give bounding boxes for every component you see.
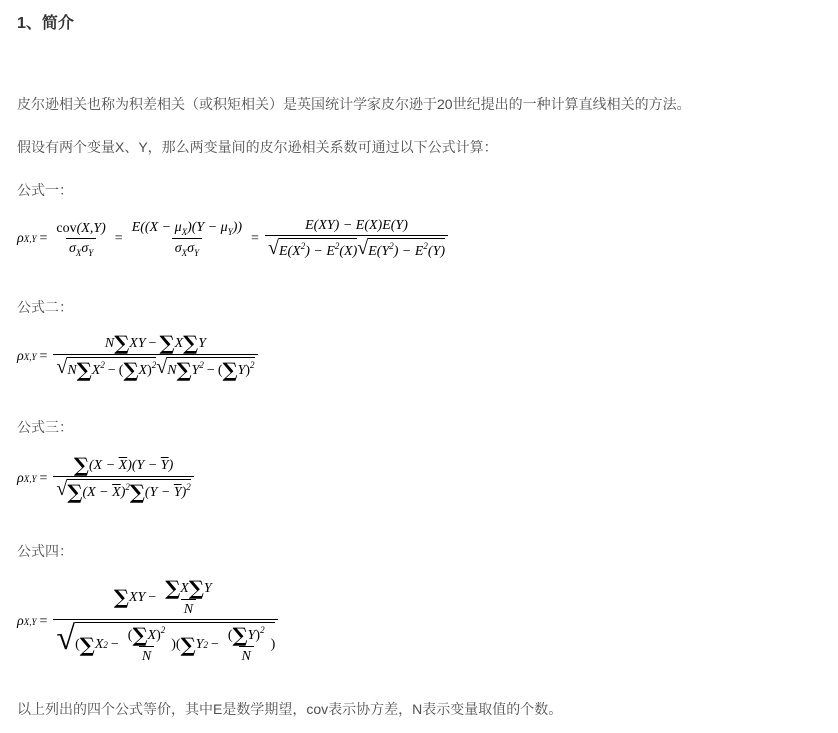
formula-term: = xyxy=(114,231,123,246)
formula-term: $\overline{X}$ xyxy=(112,485,121,500)
formula-term: ∑ xyxy=(76,358,92,382)
formula-term: ∑ xyxy=(222,358,238,382)
formula-term: 2 xyxy=(151,360,157,370)
formula-term: ) xyxy=(120,485,126,500)
formula-term: X xyxy=(181,248,188,258)
formula-term: X,Y xyxy=(23,234,37,244)
formula-term: E(XY) − E(X)E(Y) xyxy=(305,218,408,233)
formula-term: σ xyxy=(68,240,76,256)
formula-term: (X − xyxy=(82,485,113,500)
formula-1 xyxy=(17,218,451,260)
square-root xyxy=(357,238,445,260)
formula-term: X xyxy=(174,336,184,351)
formula-term: = xyxy=(39,348,48,364)
formula-term: ( xyxy=(118,363,124,378)
formula-term: ) xyxy=(127,458,132,473)
formula-part xyxy=(53,619,278,665)
formula-term: X xyxy=(138,363,148,378)
formula-term: ) xyxy=(171,637,176,652)
formula-term: Y xyxy=(237,363,246,378)
formula-part xyxy=(53,476,193,502)
formula-term: N xyxy=(239,646,254,665)
formula-term: X xyxy=(180,581,189,596)
formula-term: Y xyxy=(227,227,233,237)
formula-term: E((X − xyxy=(131,220,175,235)
formula-term: cov xyxy=(56,220,77,236)
formula-term: ρ xyxy=(17,470,24,486)
square-root xyxy=(56,357,156,380)
formula-term: ∑ xyxy=(159,331,175,355)
formula-part xyxy=(67,357,156,380)
formula-term: E(Y xyxy=(368,244,390,259)
formula-term: ∑ xyxy=(132,623,148,647)
formula-term: √ xyxy=(267,237,279,259)
formula-term: (X − xyxy=(88,458,119,473)
formula-term: X,Y xyxy=(23,473,37,484)
fraction xyxy=(129,220,245,258)
formula-term: ∑ xyxy=(73,453,89,477)
formula-term: ) − E xyxy=(305,244,335,259)
formula-term: ∑ xyxy=(176,358,192,382)
formula-term: N xyxy=(167,363,177,378)
square-root xyxy=(268,238,357,260)
formula-part xyxy=(66,238,96,258)
formula-term: − xyxy=(206,363,215,378)
formula-term: (Y − xyxy=(131,458,161,473)
formula-part xyxy=(368,238,445,260)
formula-part xyxy=(279,238,357,260)
formula-term: X xyxy=(94,637,104,652)
formula-term: 2 xyxy=(389,241,394,251)
formula-term: √ xyxy=(56,356,68,378)
fraction xyxy=(162,578,214,618)
formula-term: ) − E xyxy=(393,244,424,259)
formula-3 xyxy=(17,455,197,502)
formula-term: ∑ xyxy=(232,623,248,647)
formula-term: ) xyxy=(181,485,187,500)
formula-term: 2 xyxy=(125,482,130,492)
formula-term: = xyxy=(251,231,259,246)
formula-term: ∑ xyxy=(67,480,83,504)
formula-term: $\overline{Y}$ xyxy=(173,485,182,500)
formula-4 xyxy=(17,578,281,665)
formula-term: 2 xyxy=(186,482,191,492)
formula-term: X xyxy=(75,247,82,258)
formula-term: √ xyxy=(357,237,369,259)
formula-term: 2 xyxy=(334,241,340,251)
formula-term: Y xyxy=(247,628,256,643)
formula-term: ) xyxy=(168,458,174,473)
formula-term: N xyxy=(104,336,115,351)
formula-part xyxy=(225,625,268,646)
formula-term: ( xyxy=(175,637,181,652)
formula-part xyxy=(53,221,108,238)
formula-term: − xyxy=(148,590,157,606)
formula-term: ∑ xyxy=(79,633,95,657)
formula-term: (X,Y) xyxy=(76,220,106,236)
formula-term: 2 xyxy=(203,640,208,650)
fraction xyxy=(53,455,193,502)
formula-term: 2 xyxy=(199,360,204,370)
formula-term: ∑ xyxy=(114,331,130,355)
formula-part xyxy=(167,357,254,380)
conclusion-paragraph: 以上列出的四个公式等价，其中E是数学期望，cov表示协方差，N表示变量取值的个数。 xyxy=(17,701,563,717)
formula-part xyxy=(102,333,209,354)
formula-part xyxy=(75,622,275,665)
formula-term: ρ xyxy=(17,231,24,246)
formula-term: (Y) xyxy=(427,244,446,259)
formula-term: Y xyxy=(194,248,200,258)
formula-part xyxy=(129,220,245,238)
fraction xyxy=(265,218,448,260)
formula-part xyxy=(67,479,190,502)
formula-term: ∑ xyxy=(165,576,181,600)
formula-term: $\overline{Y}$ xyxy=(160,458,169,473)
formula-2-label: 公式二： xyxy=(17,299,73,315)
formula-term: ∑ xyxy=(123,358,139,382)
formula-term: X xyxy=(91,363,101,378)
formula-term: $\overline{X}$ xyxy=(118,458,128,473)
formula-term: ∑ xyxy=(129,480,145,504)
assumption-paragraph: 假设有两个变量X、Y，那么两变量间的皮尔逊相关系数可通过以下公式计算： xyxy=(17,139,498,155)
formula-term: √ xyxy=(56,478,68,500)
formula-term: = xyxy=(39,470,48,486)
formula-term: Y xyxy=(191,363,200,378)
formula-term: Y xyxy=(88,247,94,258)
formula-term: )) xyxy=(232,220,243,235)
formula-term: Y xyxy=(198,336,207,351)
fraction xyxy=(53,578,278,665)
formula-term: 2 xyxy=(250,360,255,370)
formula-1-label: 公式一： xyxy=(17,182,73,198)
formula-term: Y xyxy=(203,581,212,596)
formula-term: 2 xyxy=(423,241,428,251)
formula-term: N xyxy=(139,646,154,665)
formula-term: ) xyxy=(147,363,152,378)
formula-term: ) xyxy=(156,628,161,643)
formula-term: ρ xyxy=(17,613,24,629)
formula-4-label: 公式四： xyxy=(17,543,73,559)
formula-term: σ xyxy=(187,241,195,256)
formula-term: ∑ xyxy=(188,576,204,600)
formula-term: √ xyxy=(56,620,76,657)
formula-term: − xyxy=(110,637,119,652)
formula-term: ρ xyxy=(17,348,24,364)
formula-2 xyxy=(17,333,261,380)
formula-term: = xyxy=(39,613,48,629)
formula-term: = xyxy=(39,231,48,246)
fraction xyxy=(125,625,168,665)
formula-term: ( xyxy=(75,637,80,652)
formula-term: ( xyxy=(227,628,233,643)
formula-term: X,Y xyxy=(23,616,37,627)
formula-term: ) xyxy=(255,628,261,643)
formula-term: X xyxy=(147,628,157,643)
intro-paragraph: 皮尔逊相关也称为积差相关（或积矩相关）是英国统计学家皮尔逊于20世纪提出的一种计算直线相关的方法。 xyxy=(17,96,691,112)
formula-term: X,Y xyxy=(23,351,37,362)
formula-term: μ xyxy=(220,220,228,235)
formula-term: ∑ xyxy=(183,331,199,355)
formula-term: − xyxy=(210,637,219,652)
formula-term: ( xyxy=(127,628,133,643)
formula-term: ) xyxy=(270,637,276,652)
formula-term: 2 xyxy=(100,360,105,370)
formula-part xyxy=(125,625,168,646)
formula-part xyxy=(172,238,202,258)
formula-part xyxy=(162,578,214,599)
formula-term: 2 xyxy=(160,625,166,635)
formula-term: N xyxy=(181,599,196,618)
formula-term: )(Y − xyxy=(187,220,221,235)
formula-term: 2 xyxy=(103,640,108,650)
formula-term: μ xyxy=(174,220,182,235)
formula-term: X xyxy=(181,227,188,237)
fraction xyxy=(53,221,108,258)
formula-term: ( xyxy=(217,363,223,378)
formula-term: √ xyxy=(156,356,168,378)
fraction xyxy=(53,333,257,380)
formula-term: ∑ xyxy=(113,585,129,610)
formula-part xyxy=(71,455,176,476)
formula-3-label: 公式三： xyxy=(17,419,73,435)
formula-part xyxy=(265,235,448,260)
formula-term: XY xyxy=(128,590,146,606)
formula-term: σ xyxy=(81,240,89,256)
square-root xyxy=(56,622,275,665)
formula-part xyxy=(111,578,221,619)
formula-term: Y xyxy=(195,637,204,652)
formula-part xyxy=(53,354,257,380)
formula-term: ∑ xyxy=(180,633,196,657)
formula-term: σ xyxy=(174,241,182,256)
formula-term: 2 xyxy=(260,625,265,635)
formula-term: ) xyxy=(245,363,251,378)
formula-term: (X) xyxy=(339,244,358,259)
formula-term: N xyxy=(67,363,77,378)
section-title: 1、简介 xyxy=(17,15,74,32)
formula-term: (Y − xyxy=(144,485,174,500)
formula-term: XY xyxy=(129,336,146,351)
square-root xyxy=(156,357,254,380)
formula-term: − xyxy=(107,363,116,378)
fraction xyxy=(225,625,268,665)
square-root xyxy=(56,479,190,502)
formula-term: − xyxy=(148,336,157,351)
formula-term: 2 xyxy=(300,241,306,251)
formula-term: E(X xyxy=(278,244,301,259)
